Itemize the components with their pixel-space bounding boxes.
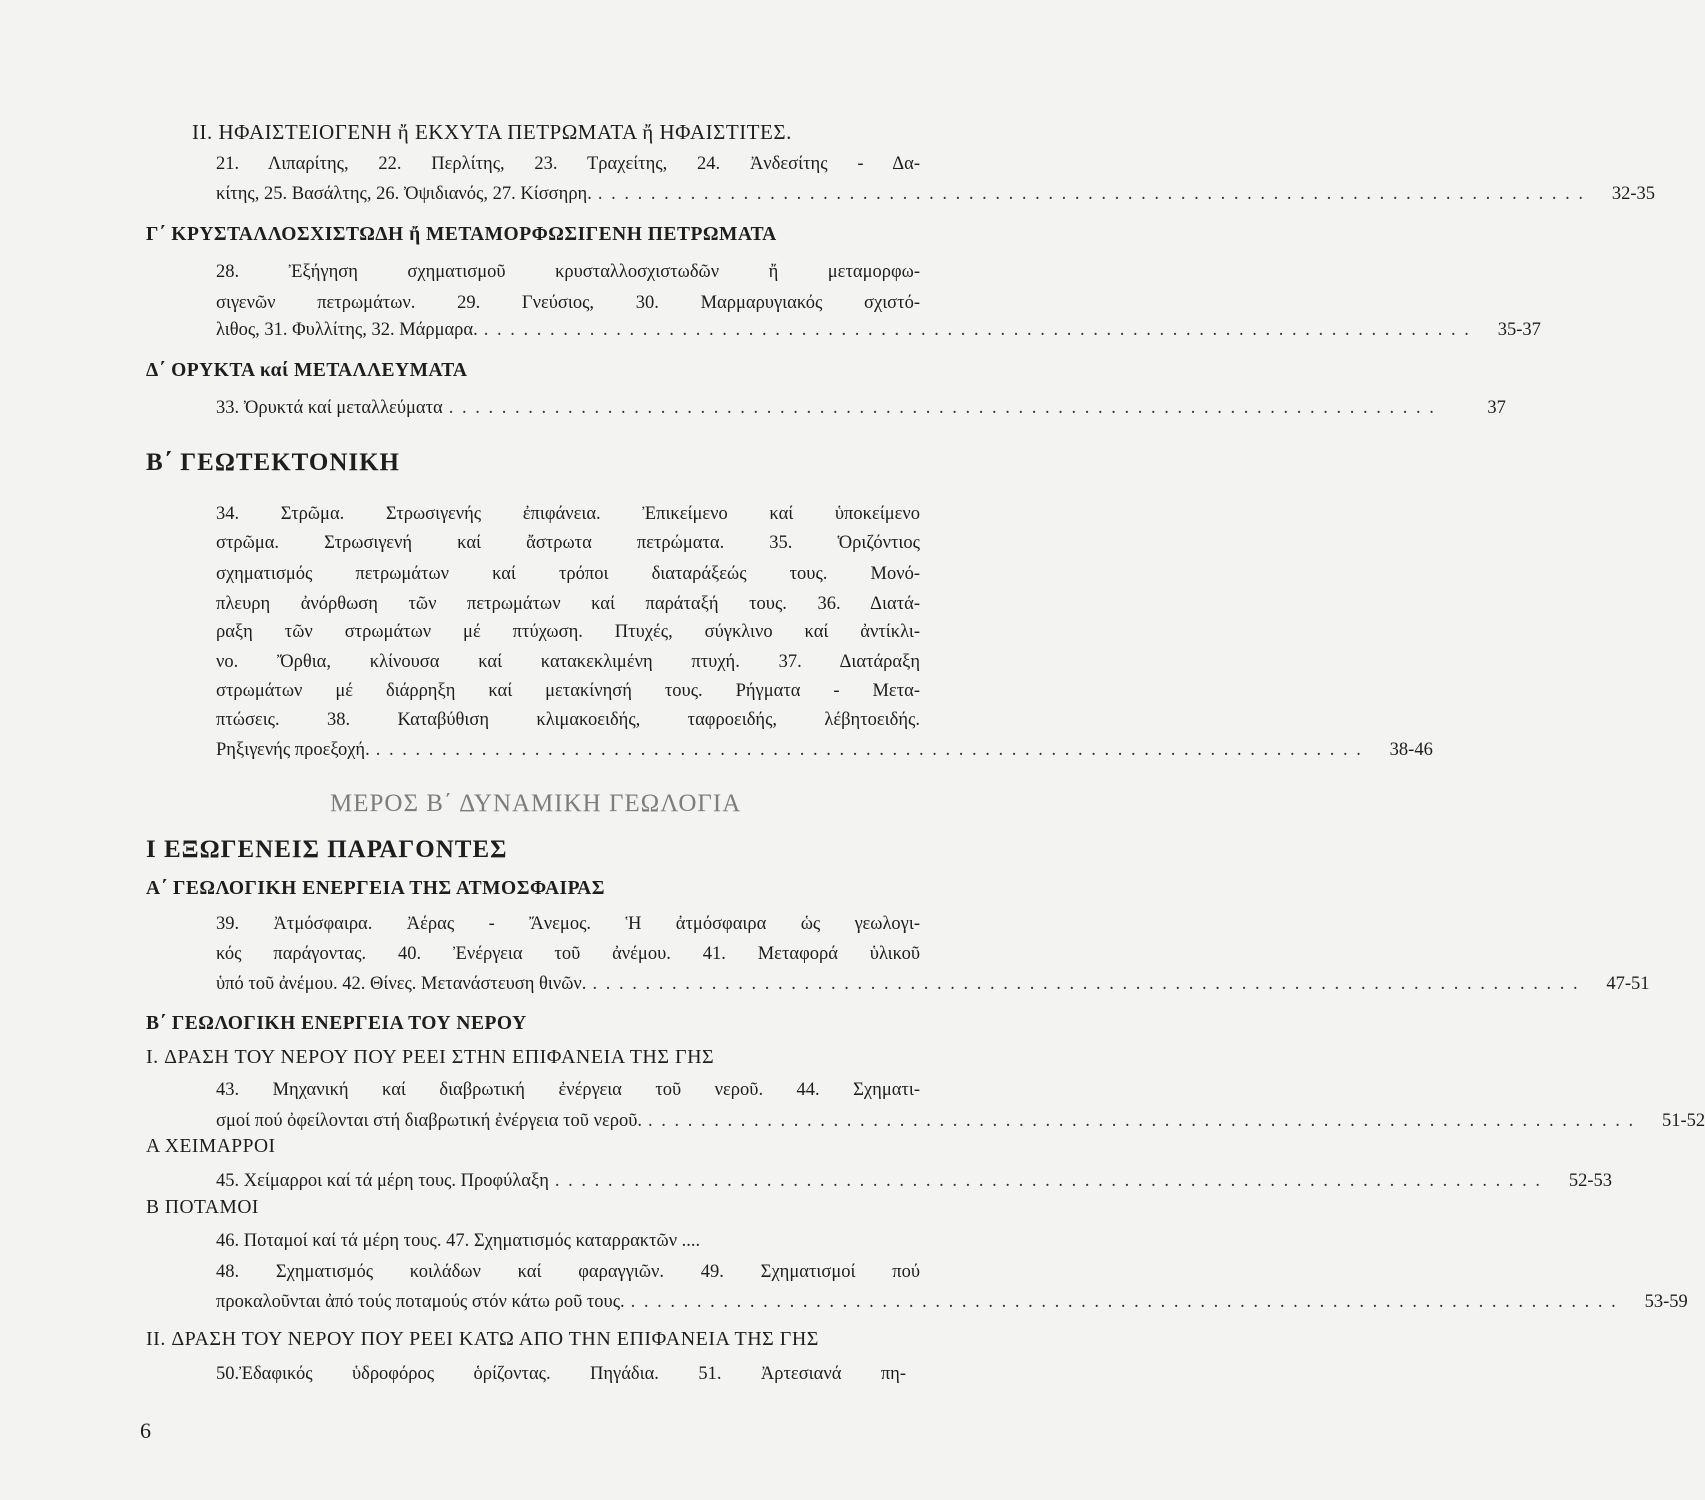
toc-text: κίτης, 25. Βασάλτης, 26. Ὀψιδιανός, 27. Κίσσηρη. xyxy=(216,184,592,204)
toc-line: σχηματισμός πετρωμάτων καί τρόποι διαταράξεώς τους. Μονό- xyxy=(216,564,920,584)
subsection-heading-surface-water: I. ΔΡΑΣΗ ΤΟΥ ΝΕΡΟΥ ΠΟΥ ΡΕΕΙ ΣΤΗΝ ΕΠΙΦΑΝΕΙΑ ΤΗΣ ΓΗΣ xyxy=(146,1046,715,1068)
toc-line: 43. Μηχανική καί διαβρωτική ἐνέργεια τοῦ νεροῦ. 44. Σχηματι- xyxy=(216,1080,920,1100)
toc-entry xyxy=(216,1169,1613,1193)
section-heading-water: Β΄ ΓΕΩΛΟΓΙΚΗ ΕΝΕΡΓΕΙΑ ΤΟΥ ΝΕΡΟΥ xyxy=(146,1013,527,1034)
page-range: 35-37 xyxy=(1497,320,1541,340)
section-heading-volcanic: II. ΗΦΑΙΣΤΕΙΟΓΕΝΗ ἤ ΕΚΧΥΤΑ ΠΕΤΡΩΜΑΤΑ ἤ ΗΦΑΙΣΤΙΤΕΣ. xyxy=(192,120,792,144)
toc-text: 33. Ὀρυκτά καί μεταλλεύματα xyxy=(216,398,443,418)
toc-line: 50.Ἐδαφικός ὑδροφόρος ὁρίζοντας. Πηγάδια. 51. Ἀρτεσιανά πη- xyxy=(216,1364,906,1384)
toc-entry xyxy=(216,182,1655,206)
subsection-heading-rivers: Β ΠΟΤΑΜΟΙ xyxy=(146,1197,259,1218)
chapter-heading-exogenous: I ΕΞΩΓΕΝΕΙΣ ΠΑΡΑΓΟΝΤΕΣ xyxy=(146,836,508,863)
leader-dots: . . . . . . . . . . . . . . . . . . . . . . . . . . . . . . . . . . . . . . . . . . . . . . . . . . . . . . . . . . . . . . . . . . . . . . . . . . . xyxy=(448,398,1436,418)
section-heading-metamorphic: Γ΄ ΚΡΥΣΤΑΛΛΟΣΧΙΣΤΩΔΗ ἤ ΜΕΤΑΜΟΡΦΩΣΙΓΕΝΗ ΠΕΤΡΩΜΑΤΑ xyxy=(146,224,777,245)
toc-text: λιθος, 31. Φυλλίτης, 32. Μάρμαρα. xyxy=(216,320,478,340)
section-heading-atmosphere: Α΄ ΓΕΩΛΟΓΙΚΗ ΕΝΕΡΓΕΙΑ ΤΗΣ ΑΤΜΟΣΦΑΙΡΑΣ xyxy=(146,878,605,899)
toc-line: στρωμάτων μέ διάρρηξη καί μετακίνησή τους. Ρήγματα - Μετα- xyxy=(216,681,920,701)
subsection-heading-torrents: Α ΧΕΙΜΑΡΡΟΙ xyxy=(146,1136,276,1157)
toc-entry xyxy=(216,972,1650,996)
page-range: 37 xyxy=(1487,398,1506,418)
page-range: 51-52 xyxy=(1661,1111,1705,1131)
subsection-heading-groundwater: II. ΔΡΑΣΗ ΤΟΥ ΝΕΡΟΥ ΠΟΥ ΡΕΕΙ ΚΑΤΩ ΑΠΟ ΤΗΝ ΕΠΙΦΑΝΕΙΑ ΤΗΣ ΓΗΣ xyxy=(146,1328,819,1350)
page-range: 32-35 xyxy=(1611,184,1655,204)
bleed-through-heading: ΜΕΡΟΣ Β΄ ΔΥΝΑΜΙΚΗ ΓΕΩΛΟΓΙΑ xyxy=(330,790,742,817)
page-number: 6 xyxy=(140,1418,151,1443)
page-range: 38-46 xyxy=(1389,740,1433,760)
toc-line: 48. Σχηματισμός κοιλάδων καί φαραγγιῶν. 49. Σχηματισμοί πού xyxy=(216,1262,920,1282)
toc-entry xyxy=(216,318,1541,342)
toc-line: ραξη τῶν στρωμάτων μέ πτύχωση. Πτυχές, σύγκλινο καί ἀντίκλι- xyxy=(216,622,920,642)
toc-text: 45. Χείμαρροι καί τά μέρη τους. Προφύλαξη xyxy=(216,1171,549,1191)
leader-dots: . . . . . . . . . . . . . . . . . . . . . . . . . . . . . . . . . . . . . . . . . . . . . . . . . . . . . . . . . . . . . . . . . . . . . . . . . . . xyxy=(375,740,1363,760)
toc-line: 39. Ἀτμόσφαιρα. Ἀέρας - Ἄνεμος. Ἡ ἀτμόσφαιρα ὡς γεωλογι- xyxy=(216,914,920,934)
toc-line: πλευρη ἀνόρθωση τῶν πετρωμάτων καί παράταξή τους. 36. Διατά- xyxy=(216,594,920,614)
leader-dots: . . . . . . . . . . . . . . . . . . . . . . . . . . . . . . . . . . . . . . . . . . . . . . . . . . . . . . . . . . . . . . . . . . . . . . . . . . . xyxy=(630,1292,1618,1312)
toc-line: 28. Ἐξήγηση σχηματισμοῦ κρυσταλλοσχιστωδῶν ἤ μεταμορφω- xyxy=(216,262,920,282)
toc-text: προκαλοῦνται ἀπό τούς ποταμούς στόν κάτω ροῦ τους. xyxy=(216,1292,625,1312)
toc-text: ὑπό τοῦ ἀνέμου. 42. Θίνες. Μετανάστευση θινῶν. xyxy=(216,974,587,994)
part-heading-geotectonics: Β΄ ΓΕΩΤΕΚΤΟΝΙΚΗ xyxy=(146,449,400,476)
toc-entry xyxy=(216,1109,1705,1133)
toc-line: στρῶμα. Στρωσιγενή καί ἄστρωτα πετρώματα. 35. Ὁριζόντιος xyxy=(216,533,920,553)
toc-line: σιγενῶν πετρωμάτων. 29. Γνεύσιος, 30. Μαρμαρυγιακός σχιστό- xyxy=(216,293,920,313)
toc-entry xyxy=(216,396,1506,420)
toc-line: 46. Ποταμοί καί τά μέρη τους. 47. Σχηματισμός καταρρακτῶν .... xyxy=(216,1231,701,1251)
page-range: 47-51 xyxy=(1606,974,1650,994)
toc-entry xyxy=(216,1290,1688,1314)
toc-line: νο. Ὄρθια, κλίνουσα καί κατακεκλιμένη πτυχή. 37. Διατάραξη xyxy=(216,652,920,672)
leader-dots: . . . . . . . . . . . . . . . . . . . . . . . . . . . . . . . . . . . . . . . . . . . . . . . . . . . . . . . . . . . . . . . . . . . . . . . . . . . xyxy=(647,1111,1636,1131)
page-range: 53-59 xyxy=(1644,1292,1688,1312)
leader-dots: . . . . . . . . . . . . . . . . . . . . . . . . . . . . . . . . . . . . . . . . . . . . . . . . . . . . . . . . . . . . . . . . . . . . . . . . . . . xyxy=(483,320,1471,340)
leader-dots: . . . . . . . . . . . . . . . . . . . . . . . . . . . . . . . . . . . . . . . . . . . . . . . . . . . . . . . . . . . . . . . . . . . . . . . . . . . xyxy=(554,1171,1543,1191)
toc-text: σμοί πού ὀφείλονται στή διαβρωτική ἐνέργεια τοῦ νεροῦ. xyxy=(216,1111,642,1131)
toc-line: 21. Λιπαρίτης, 22. Περλίτης, 23. Τραχείτης, 24. Ἀνδεσίτης - Δα- xyxy=(216,154,920,174)
leader-dots: . . . . . . . . . . . . . . . . . . . . . . . . . . . . . . . . . . . . . . . . . . . . . . . . . . . . . . . . . . . . . . . . . . . . . . . . . . . xyxy=(597,184,1585,204)
toc-entry xyxy=(216,738,1433,762)
toc-text: Ρηξιγενής προεξοχή. xyxy=(216,740,370,760)
leader-dots: . . . . . . . . . . . . . . . . . . . . . . . . . . . . . . . . . . . . . . . . . . . . . . . . . . . . . . . . . . . . . . . . . . . . . . . . . . . xyxy=(592,974,1580,994)
toc-line: πτώσεις. 38. Καταβύθιση κλιμακοειδής, ταφροειδής, λέβητοειδής. xyxy=(216,710,920,730)
toc-line: κός παράγοντας. 40. Ἐνέργεια τοῦ ἀνέμου. 41. Μεταφορά ὑλικοῦ xyxy=(216,944,920,964)
page-range: 52-53 xyxy=(1568,1171,1613,1191)
toc-line: 34. Στρῶμα. Στρωσιγενής ἐπιφάνεια. Ἐπικείμενο καί ὑποκείμενο xyxy=(216,504,920,524)
section-heading-minerals: Δ΄ ΟΡΥΚΤΑ καί ΜΕΤΑΛΛΕΥΜΑΤΑ xyxy=(146,360,468,381)
